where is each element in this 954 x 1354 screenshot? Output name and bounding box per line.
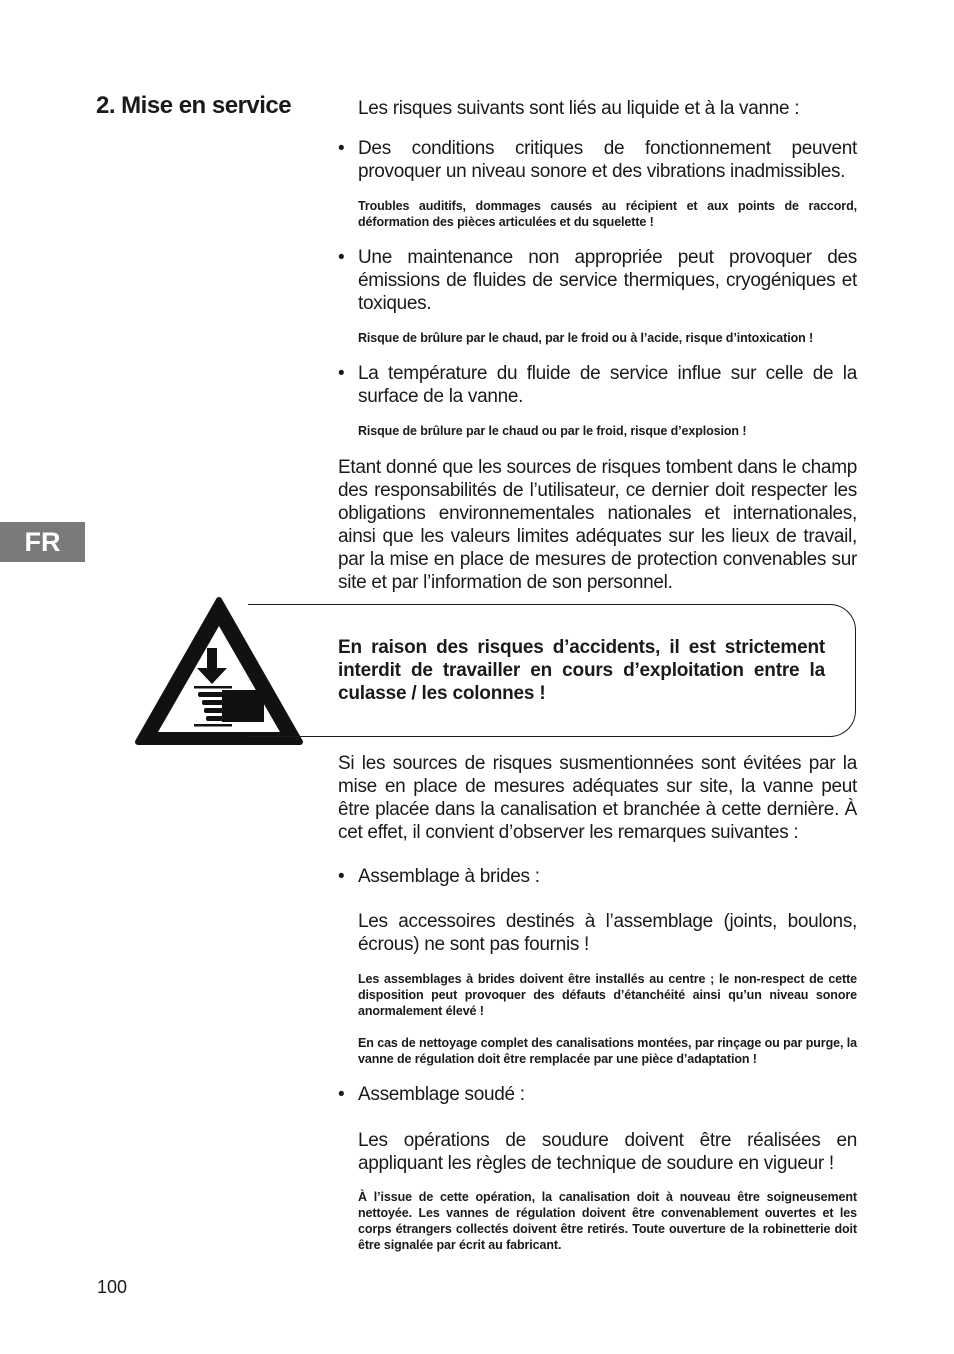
risk-text-2: Une maintenance non appropriée peut provoquer des émissions de fluides de service thermiques, cryogéniques et toxiques. <box>358 247 857 314</box>
risk-item-3 <box>338 362 857 408</box>
bullet: • <box>338 247 345 268</box>
language-tab: FR <box>0 522 85 562</box>
flanged-label: Assemblage à brides : <box>358 866 540 887</box>
welded-note: À l’issue de cette opération, la canalisation doit à nouveau être soigneusement nettoyée. Les vannes de régulation doivent être convenablement ouvertes et les corps étrangers collectés doivent être retirés. Toute ouverture de la robinetterie doit être signalée par écrit au fabricant. <box>358 1190 857 1252</box>
welded-item <box>338 1083 857 1106</box>
responsibility-paragraph: Etant donné que les sources de risques tombent dans le champ des responsabilités de l’utilisateur, ce dernier doit respecter les obligations environnementales nationales et internationales, ainsi que les valeurs limites adéquates sur les lieux de travail, par la mise en place de mesures de protection convenables sur site et par l’information de son personnel. <box>338 457 857 593</box>
warning-text: En raison des risques d’accidents, il est strictement interdit de travailler en cours d’exploitation entre la culasse / les colonnes ! <box>338 637 825 704</box>
page-number: 100 <box>97 1277 128 1297</box>
flanged-note-1: Les assemblages à brides doivent être installés au centre ; le non-respect de cette disposition peut provoquer des défauts d’étanchéité ainsi qu’un niveau sonore anormalement élevé ! <box>358 972 857 1018</box>
flanged-item <box>338 865 857 888</box>
section-title: 2. Mise en service <box>96 92 292 119</box>
risk-item-1 <box>338 137 857 183</box>
risk-note-3: Risque de brûlure par le chaud ou par le froid, risque d’explosion ! <box>358 424 747 438</box>
risk-text-1: Des conditions critiques de fonctionnement peuvent provoquer un niveau sonore et des vibrations inadmissibles. <box>358 138 857 182</box>
flanged-text: Les accessoires destinés à l’assemblage (joints, boulons, écrous) ne sont pas fournis ! <box>358 911 857 955</box>
welded-text: Les opérations de soudure doivent être réalisées en appliquant les règles de technique de soudure en vigueur ! <box>358 1130 857 1174</box>
risks-intro: Les risques suivants sont liés au liquide et à la vanne : <box>358 98 800 119</box>
welded-label: Assemblage soudé : <box>358 1084 525 1105</box>
risk-note-2: Risque de brûlure par le chaud, par le froid ou à l’acide, risque d’intoxication ! <box>358 331 814 345</box>
bullet: • <box>338 866 345 887</box>
flanged-note-2: En cas de nettoyage complet des canalisations montées, par rinçage ou par purge, la vanne de régulation doit être remplacée par une pièce d’adaptation ! <box>358 1036 857 1066</box>
bullet: • <box>338 363 345 384</box>
risk-note-1: Troubles auditifs, dommages causés au récipient et aux points de raccord, déformation des pièces articulées et du squelette ! <box>358 199 857 229</box>
installation-intro: Si les sources de risques susmentionnées sont évitées par la mise en place de mesures adéquates sur site, la vanne peut être placée dans la canalisation et branchée à cette dernière. À cet effet, il convient d’observer les remarques suivantes : <box>338 753 857 843</box>
risk-text-3: La température du fluide de service influe sur celle de la surface de la vanne. <box>358 363 857 407</box>
bullet: • <box>338 138 345 159</box>
risk-item-2 <box>338 246 857 315</box>
bullet: • <box>338 1084 345 1105</box>
